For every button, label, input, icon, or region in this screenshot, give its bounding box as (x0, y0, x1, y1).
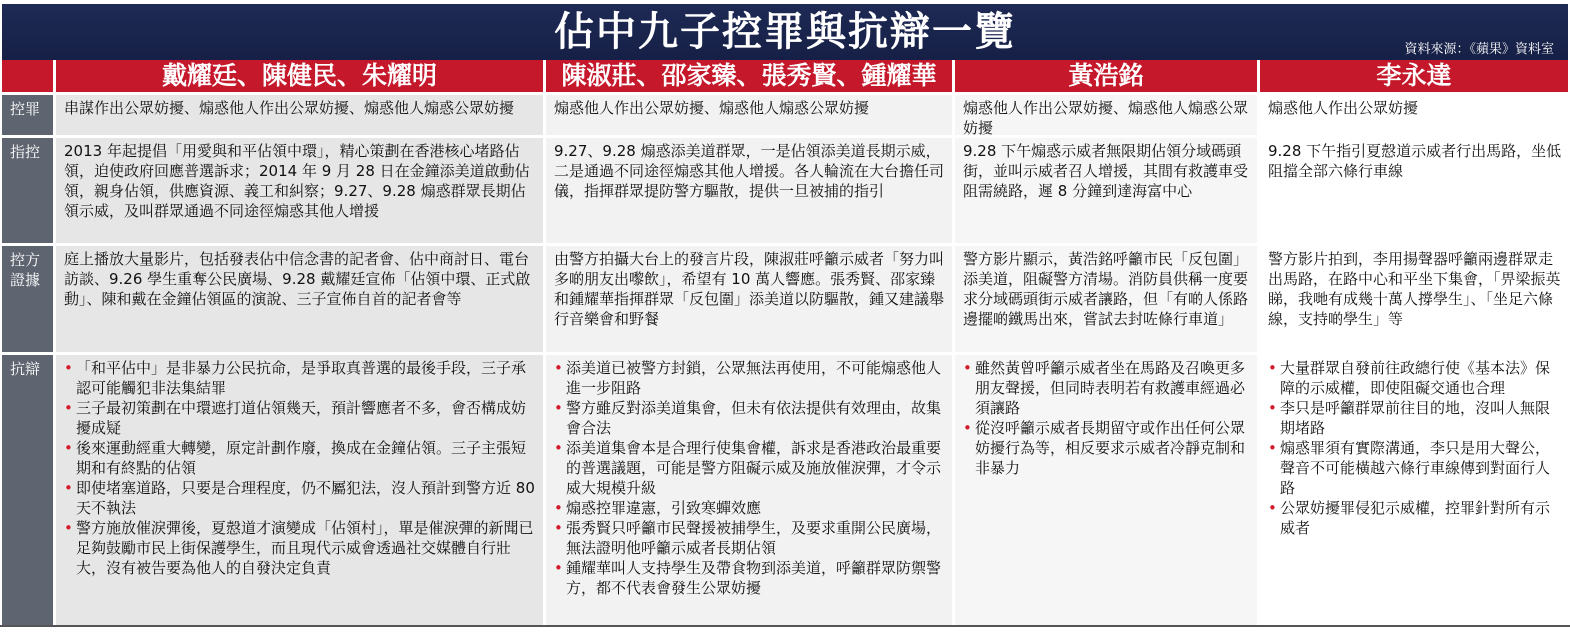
defence-point-text: 警方施放催淚彈後，夏慤道才演變成「佔領村」，單是催淚彈的新聞已足夠鼓勵市民上街保護學生，而且現代示威會透過社交媒體自行壯大，沒有被告要為他人的自發決定負責 (76, 519, 534, 577)
defence-cell-2 (546, 355, 952, 625)
defence-point-text: 公眾妨擾罪侵犯示威權，控罪針對所有示威者 (1280, 499, 1551, 537)
charges-cell-2: 煽惑他人作出公眾妨擾、煽惑他人煽惑公眾妨擾 (546, 95, 952, 135)
charges-cell-4: 煽惑他人作出公眾妨擾 (1260, 95, 1568, 135)
defence-point (554, 558, 946, 598)
column-header-3: 黃浩銘 (955, 60, 1257, 92)
defence-point-text: 警方雖反對添美道集會，但未有依法提供有效理由，故集會合法 (566, 399, 942, 437)
defence-point-text: 煽惑控罪違憲，引致寒蟬效應 (566, 499, 762, 517)
defence-list-3 (963, 358, 1251, 478)
defence-point (1268, 498, 1562, 538)
row-label-evidence: 控方證據 (2, 246, 53, 352)
title-bar (2, 4, 1568, 60)
defence-point-text: 雖然黃曾呼籲示威者坐在馬路及召喚更多朋友聲援，但同時表明若有救護車經過必須讓路 (975, 359, 1246, 417)
bullet-icon: • (64, 439, 73, 457)
defence-point-text: 後來運動經重大轉變，原定計劃作廢，換成在金鐘佔領。三子主張短期和有終點的佔領 (76, 439, 527, 477)
bullet-icon: • (64, 359, 73, 377)
defence-point-text: 鍾耀華叫人支持學生及帶食物到添美道，呼籲群眾防禦警方，都不代表會發生公眾妨擾 (566, 559, 942, 597)
bullet-icon: • (963, 419, 972, 437)
defence-point (1268, 438, 1562, 498)
defence-point-text: 李只是呼籲群眾前往目的地，沒叫人無限期堵路 (1280, 399, 1551, 437)
bullet-icon: • (1268, 439, 1277, 457)
evidence-cell-3: 警方影片顯示，黃浩銘呼籲市民「反包圍」添美道，阻礙警方清場。消防員供稱一度要求分域碼頭街示威者讓路，但「有啲人係路邊擺啲鐵馬出來，嘗試去封咗條行車道」 (955, 246, 1257, 352)
defence-point (64, 398, 537, 438)
defence-point (64, 358, 537, 398)
defence-point (1268, 358, 1562, 398)
evidence-cell-4: 警方影片拍到，李用揚聲器呼籲兩邊群眾走出馬路，在路中心和平坐下集會，「畀梁振英睇，我哋有成幾十萬人撐學生」、「坐足六條線，支持啲學生」等 (1260, 246, 1568, 352)
row-label-charges: 控罪 (2, 95, 53, 135)
bullet-icon: • (963, 359, 972, 377)
accusation-cell-1: 2013 年起提倡「用愛與和平佔領中環」，精心策劃在香港核心堵路佔領，迫使政府回應普選訴求；2014 年 9 月 28 日在金鐘添美道啟動佔領，親身佔領，供應資源、義工和糾察；9.27、9.28 煽惑群眾長期佔領示威，及叫群眾通過不同途徑煽惑其他人增援 (56, 138, 543, 243)
accusation-cell-4: 9.28 下午指引夏慤道示威者行出馬路，坐低阻擋全部六條行車線 (1260, 138, 1568, 243)
bullet-icon: • (1268, 499, 1277, 517)
defence-list-2 (554, 358, 946, 598)
defence-point-text: 張秀賢只呼籲市民聲援被捕學生，及要求重開公民廣場，無法證明他呼籲示威者長期佔領 (566, 519, 942, 557)
defence-point (1268, 398, 1562, 438)
bullet-icon: • (554, 399, 563, 417)
bullet-icon: • (64, 519, 73, 537)
defence-point (554, 518, 946, 558)
row-label-defence: 抗辯 (2, 355, 53, 625)
defence-point-text: 三子最初策劃在中環遮打道佔領幾天，預計響應者不多，會否構成妨擾成疑 (76, 399, 527, 437)
defence-list-4 (1268, 358, 1562, 538)
defence-point (64, 438, 537, 478)
defence-point (64, 518, 537, 578)
defence-point-text: 從沒呼籲示威者長期留守或作出任何公眾妨擾行為等，相反要求示威者冷靜克制和非暴力 (975, 419, 1246, 477)
header-corner (2, 60, 53, 92)
bullet-icon: • (554, 519, 563, 537)
defence-point-text: 「和平佔中」是非暴力公民抗命，是爭取真普選的最後手段，三子承認可能觸犯非法集結罪 (76, 359, 527, 397)
bottom-rule (0, 625, 1570, 627)
accusation-cell-2: 9.27、9.28 煽惑添美道群眾，一是佔領添美道長期示威，二是通過不同途徑煽惑其他人增援。各人輪流在大台擔任司儀，指揮群眾提防警方驅散，提供一旦被捕的指引 (546, 138, 952, 243)
defence-point-text: 添美道已被警方封鎖，公眾無法再使用，不可能煽惑他人進一步阻路 (566, 359, 942, 397)
bullet-icon: • (64, 399, 73, 417)
charges-cell-3: 煽惑他人作出公眾妨擾、煽惑他人煽惑公眾妨擾 (955, 95, 1257, 135)
defence-point (963, 418, 1251, 478)
source-note: 資料來源：《蘋果》資料室 (1404, 42, 1554, 57)
bullet-icon: • (554, 439, 563, 457)
defence-point (963, 358, 1251, 418)
column-header-1: 戴耀廷、陳健民、朱耀明 (56, 60, 543, 92)
bullet-icon: • (1268, 399, 1277, 417)
defence-point (554, 398, 946, 438)
defence-cell-4 (1260, 355, 1568, 625)
charges-cell-1: 串謀作出公眾妨擾、煽惑他人作出公眾妨擾、煽惑他人煽惑公眾妨擾 (56, 95, 543, 135)
defence-point (554, 358, 946, 398)
bullet-icon: • (554, 359, 563, 377)
bullet-icon: • (64, 479, 73, 497)
evidence-cell-1: 庭上播放大量影片，包括發表佔中信念書的記者會、佔中商討日、電台訪談、9.26 學生重奪公民廣場、9.28 戴耀廷宣佈「佔領中環、正式啟動」、陳和戴在金鐘佔領區的演說、三子宣佈自首的記者會等 (56, 246, 543, 352)
evidence-cell-2: 由警方拍攝大台上的發言片段，陳淑莊呼籲示威者「努力叫多啲朋友出嚟飲」，希望有 10 萬人響應。張秀賢、邵家臻和鍾耀華指揮群眾「反包圍」添美道以防驅散，鍾又建議舉行音樂會和野餐 (546, 246, 952, 352)
defence-point-text: 大量群眾自發前往政總行使《基本法》保障的示威權，即使阻礙交通也合理 (1280, 359, 1551, 397)
defence-cell-1 (56, 355, 543, 625)
defence-point-text: 即使堵塞道路，只要是合理程度，仍不屬犯法，沒人預計到警方近 80 天不執法 (76, 479, 535, 517)
page-title: 佔中九子控罪與抗辯一覽 (554, 8, 1016, 55)
defence-point-text: 煽惑罪須有實際溝通，李只是用大聲公，聲音不可能橫越六條行車線傳到對面行人路 (1280, 439, 1551, 497)
accusation-cell-3: 9.28 下午煽惑示威者無限期佔領分域碼頭街，並叫示威者召人增援，其間有救護車受阻需繞路，遲 8 分鐘到達海富中心 (955, 138, 1257, 243)
column-header-4: 李永達 (1260, 60, 1568, 92)
defence-point-text: 添美道集會本是合理行使集會權，訴求是香港政治最重要的普選議題，可能是警方阻礙示威及施放催淚彈，才令示威大規模升級 (566, 439, 942, 497)
bullet-icon: • (554, 559, 563, 577)
bullet-icon: • (554, 499, 563, 517)
bullet-icon: • (1268, 359, 1277, 377)
column-header-2: 陳淑莊、邵家臻、張秀賢、鍾耀華 (546, 60, 952, 92)
defence-point (64, 478, 537, 518)
defence-list-1 (64, 358, 537, 578)
defence-point (554, 498, 946, 518)
row-label-accusation: 指控 (2, 138, 53, 243)
defence-cell-3 (955, 355, 1257, 625)
defence-point (554, 438, 946, 498)
